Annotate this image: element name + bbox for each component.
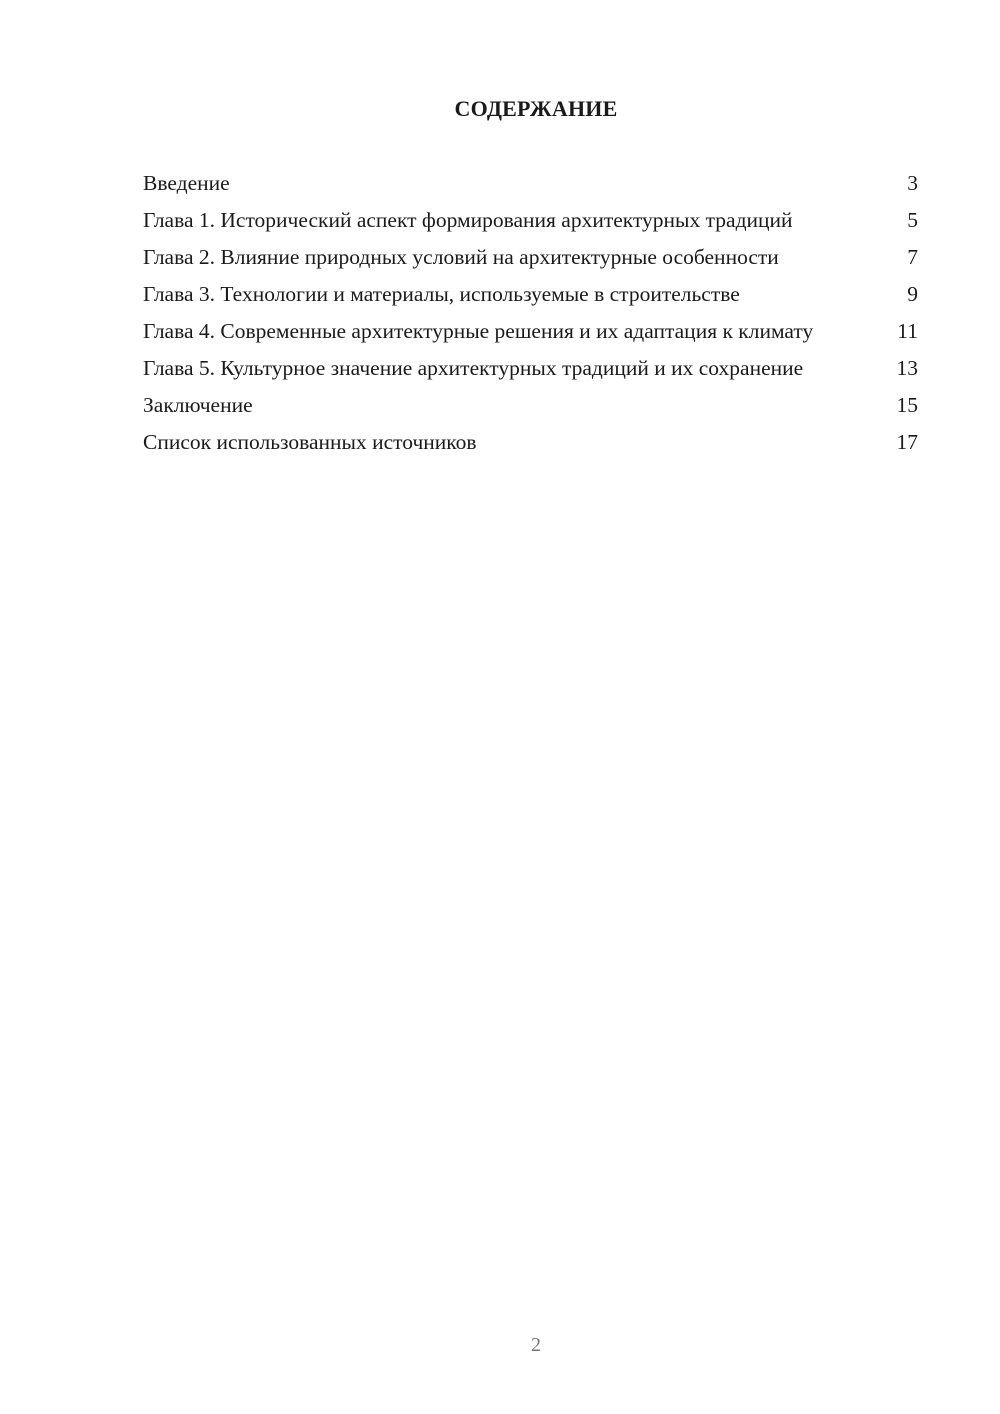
toc-entry-label: Глава 4. Современные архитектурные решения и их адаптация к климату — [143, 319, 814, 343]
toc-entry-label: Список использованных источников — [143, 430, 477, 454]
toc-entry — [143, 207, 918, 234]
table-of-contents — [143, 170, 918, 466]
toc-entry — [143, 170, 918, 197]
toc-entry — [143, 318, 918, 345]
toc-entry-page: 9 — [907, 282, 918, 306]
page-number: 2 — [531, 1334, 541, 1356]
toc-entry — [143, 392, 918, 419]
toc-entry-page: 5 — [907, 208, 918, 232]
toc-entry-page: 7 — [907, 245, 918, 269]
toc-entry-label: Глава 5. Культурное значение архитектурных традиций и их сохранение — [143, 356, 804, 380]
page-title: СОДЕРЖАНИЕ — [454, 96, 618, 121]
toc-entry — [143, 355, 918, 382]
toc-entry-label: Глава 2. Влияние природных условий на архитектурные особенности — [143, 245, 779, 269]
toc-entry-label: Введение — [143, 171, 230, 195]
toc-entry-page: 17 — [896, 430, 918, 454]
toc-entry-page: 11 — [897, 319, 918, 343]
toc-entry-page: 15 — [896, 393, 918, 417]
toc-entry-label: Глава 1. Исторический аспект формирования архитектурных традиций — [143, 208, 793, 232]
toc-entry — [143, 244, 918, 271]
toc-entry-label: Заключение — [143, 393, 253, 417]
toc-entry — [143, 281, 918, 308]
toc-entry — [143, 429, 918, 456]
toc-entry-label: Глава 3. Технологии и материалы, используемые в строительстве — [143, 282, 740, 306]
toc-entry-page: 3 — [907, 171, 918, 195]
toc-entry-page: 13 — [896, 356, 918, 380]
